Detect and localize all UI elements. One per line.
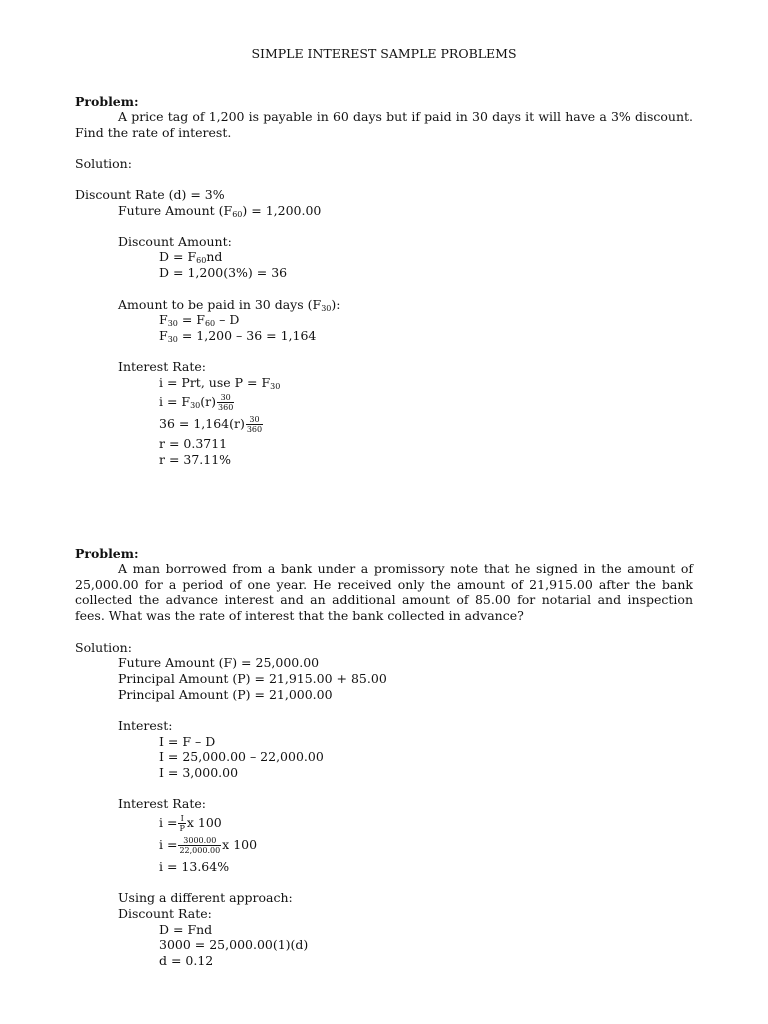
problem-1-text-body: A price tag of 1,200 is payable in 60 days but if paid in 30 days it will have a 3% discount. Find the rate of interest. [75,109,693,140]
p1-f30-formula: $F_{30} = F_{60} - D$ [159,312,240,328]
p1-discount-calc: D = 1,200(3%) = 36 [159,265,288,280]
p2-interest-label: Interest: [118,718,173,733]
p2-interest-result: I = 3,000.00 [159,765,239,780]
problem-1-heading: Problem: [75,94,139,109]
p2-interest-formula: I = F – D [159,734,216,749]
problem-1-solution-label: Solution: [75,156,132,171]
fraction: $\frac{30}{360}$ [218,393,234,412]
p1-amount30-label: Amount to be paid in 30 days $(F_{30})$: [118,297,341,313]
fraction: $\frac{3000.00}{22,000.00}$ [179,836,221,855]
p2-discount-formula: D = Fnd [159,922,213,937]
fraction: $\frac{30}{360}$ [246,415,263,434]
p2-interest-calc: I = 25,000.00 – 22,000.00 [159,749,324,764]
p1-interest-rate-label: Interest Rate: [118,359,206,374]
p2-alt-approach-label: Using a different approach: [118,890,293,905]
p1-discount-amount-label: Discount Amount: [118,234,232,249]
problem-2-text-body: A man borrowed from a bank under a promissory note that he signed in the amount of 25,000.00 for a period of one year. He received only the amount of 21,915.00 after the bank collected the advance interest and an additional amount of 85.00 for notarial and inspection fees. What was the rate of interest that the bank collected in advance? [75,561,693,623]
p2-principal-2: Principal Amount (P) = 21,000.00 [118,687,333,702]
p2-rate-formula: i = $\frac{I}{P}$ x 100 [159,814,222,833]
problem-2-solution-label: Solution: [75,640,132,655]
p1-discount-formula: $D = F_{60}nd$ [159,249,223,265]
p2-rate-calc: i = $\frac{3000.00}{22,000.00}$ x 100 [159,836,258,855]
problem-2-heading: Problem: [75,546,139,561]
p2-discount-result: d = 0.12 [159,953,214,968]
problem-1-text [75,109,693,140]
p2-interest-rate-label: Interest Rate: [118,796,206,811]
p1-f30-calc: $F_{30} = 1,200 - 36 = 1,164$ [159,328,317,344]
fraction: $\frac{I}{P}$ [179,814,185,833]
p1-i-prt: i = Prt, use $P = F_{30}$ [159,375,281,391]
page-title: SIMPLE INTEREST SAMPLE PROBLEMS [251,46,517,61]
problem-2-text [75,561,693,623]
p1-r-decimal: r = 0.3711 [159,436,228,451]
p2-discount-calc: 3000 = 25,000.00(1)(d) [159,937,309,952]
p1-discount-rate: Discount Rate (d) = 3% [75,187,225,202]
p1-future-amount: Future Amount $(F_{60}) = 1,200.00$ [118,203,322,219]
p1-calc36: 36 = 1,164(r) $\frac{30}{360}$ [159,415,263,434]
p2-discount-rate-label: Discount Rate: [118,906,212,921]
p2-future-amount: Future Amount (F) = 25,000.00 [118,655,320,670]
p1-r-percent: r = 37.11% [159,452,232,467]
p1-i-f30: $i = F_{30}(r)$ $\frac{30}{360}$ [159,393,234,412]
p2-principal-1: Principal Amount (P) = 21,915.00 + 85.00 [118,671,387,686]
p2-rate-result: i = 13.64% [159,859,230,874]
